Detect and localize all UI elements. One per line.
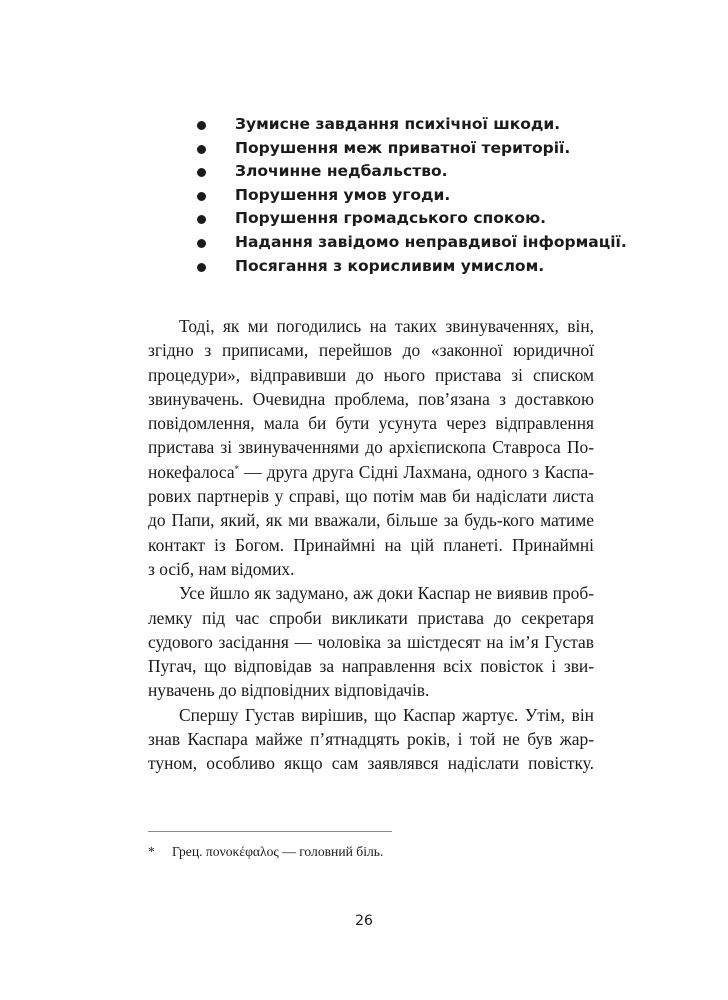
footnote-text: Грец. πονοκέφαλος — головний біль.	[172, 844, 384, 859]
list-item: Злочинне недбальство.	[195, 160, 615, 184]
list-item: Надання завідомо неправдивої інформації.	[195, 231, 615, 255]
text-line: нувачень до відповідних відповідачів.	[148, 680, 430, 701]
text-line: рових партнерів у справі, що потім мав би надіслати листа	[148, 486, 594, 507]
bullet-icon	[197, 239, 206, 248]
text-line: Тоді, як ми погодились на таких звинуваченнях, він,	[179, 316, 594, 336]
text-line: з осіб, нам відомих.	[148, 558, 295, 579]
bullet-icon	[197, 263, 206, 272]
bullet-icon	[197, 192, 206, 201]
text-line: туном, особливо якщо сам заявлявся надіслати повістку.	[148, 753, 594, 774]
footnote-ref: *	[234, 463, 240, 474]
text-line: пристава зі звинуваченнями до архієпископа Ставроса По-	[148, 437, 594, 458]
text-line: лемку під час спроби викликати пристава до секретаря	[148, 607, 594, 628]
text-line: згідно з приписами, перейшов до «законної юридичної	[148, 340, 594, 361]
charges-list	[195, 113, 627, 278]
text-line: нокефалоса* — друга друга Сідні Лахмана, одного з Каспа-	[148, 461, 594, 482]
text-line: повідомлення, мала би бути усунута через відправлення	[148, 413, 594, 434]
page-number: 26	[355, 913, 373, 929]
list-item: Порушення меж приватної території.	[195, 137, 615, 161]
list-item: Зумисне завдання психічної шкоди.	[195, 113, 615, 137]
footnote-mark: *	[148, 844, 155, 859]
text-line: Пугач, що відповідав за направлення всіх повісток і зви-	[148, 656, 594, 677]
text-line: до Папи, який, як ми вважали, більше за будь-кого матиме	[148, 510, 594, 531]
body-text	[148, 314, 594, 776]
bullet-icon	[197, 121, 206, 130]
text-line: судового засідання — чоловіка за шістдесят на ім’я Густав	[148, 631, 594, 652]
bullet-icon	[197, 145, 206, 154]
bullet-icon	[197, 168, 206, 177]
text-line: звинувачень. Очевидна проблема, пов’язана з доставкою	[148, 388, 594, 409]
footnote	[148, 843, 594, 861]
text-line: Спершу Густав вирішив, що Каспар жартує. Утім, він	[179, 704, 594, 725]
text-line: контакт із Богом. Принаймні на цій планеті. Принаймні	[148, 534, 594, 555]
list-item: Порушення умов угоди.	[195, 184, 615, 208]
list-item: Порушення громадського спокою.	[195, 207, 615, 231]
text-line: знав Каспара майже п’ятнадцять років, і той не був жар-	[148, 729, 594, 750]
bullet-icon	[197, 215, 206, 224]
list-item: Посягання з корисливим умислом.	[195, 255, 615, 279]
text-line: Усе йшло як задумано, аж доки Каспар не виявив проб-	[179, 583, 594, 604]
text-line: процедури», відправивши до нього пристава зі списком	[148, 364, 594, 385]
footnote-divider	[148, 831, 392, 832]
